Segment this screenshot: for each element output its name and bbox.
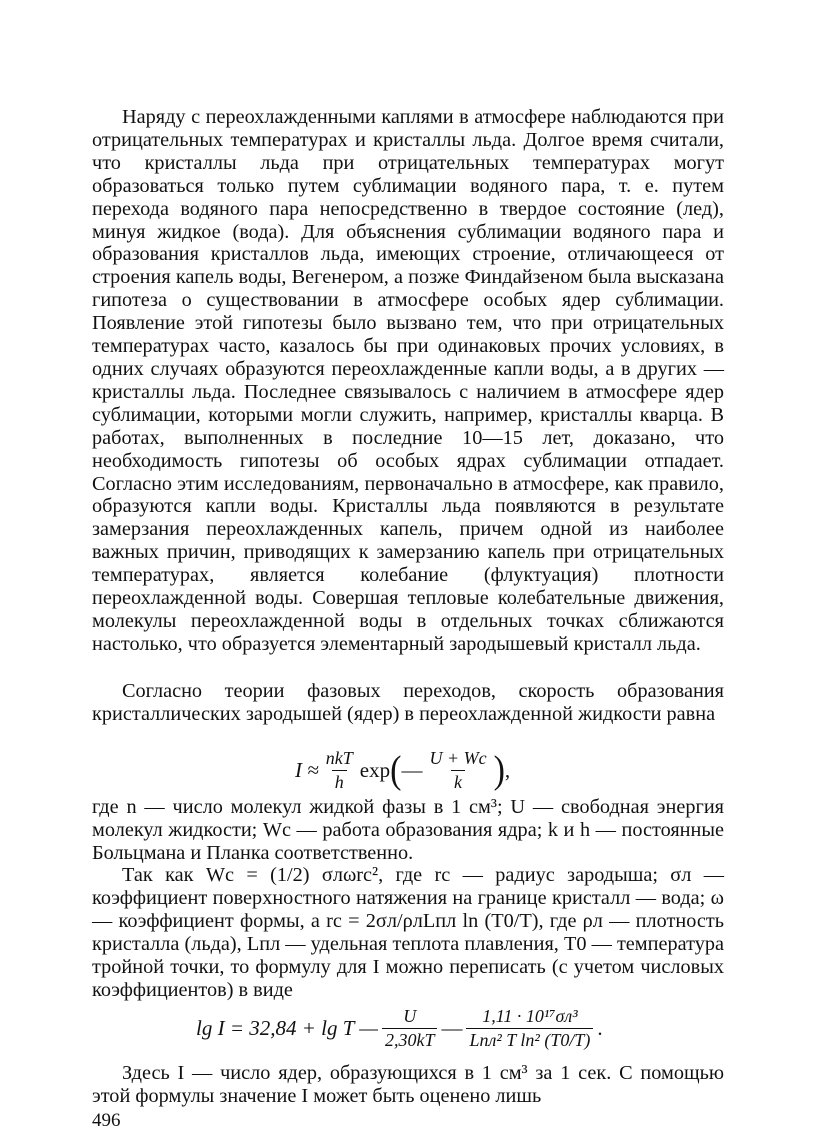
paragraph-variable-definitions: где n — число молекул жидкой фазы в 1 см³; U — свободная энергия молекул жидкости; Wc — работа образования ядра; k и h — постоянные Больцмана и Планка соответственно. bbox=[92, 796, 724, 864]
formula2-frac2 bbox=[466, 1006, 593, 1051]
formula1-rparen: ) bbox=[493, 748, 505, 792]
page-number: 496 bbox=[92, 1110, 121, 1131]
paragraph-ice-crystals: Наряду с переохлажденными каплями в атмосфере наблюдаются при отрицательных температурах и кристаллы льда. Долгое время считали, что кристаллы льда при отрицательных температурах могут образоваться только путем сублимации водяного пара, т. е. путем перехода водяного пара непосредственно в твердое состояние (лед), минуя жидкое (вода). Для объяснения сублимации водяного пара и образования кристаллов льда, имеющих строение, отличающееся от строения капель воды, Вегенером, а позже Финдайзеном была высказана гипотеза о существовании в атмосфере особых ядер сублимации. Появление этой гипотезы было вызвано тем, что при отрицательных температурах часто, казалось бы при одинаковых прочих условиях, в одних случаях образуются переохлажденные капли воды, а в других — кристаллы льда. Последнее связывалось с наличием в атмосфере ядер сублимации, которыми могли служить, например, кристаллы кварца. В работах, выполненных в последние 10—15 лет, доказано, что необходимость гипотезы об особых ядрах сублимации отпадает. Согласно этим исследованиям, первоначально в атмосфере, как правило, образуются капли воды. Кристаллы льда появляются в результате замерзания переохлажденных капель, причем одной из наиболее важных причин, приводящих к замерзанию капель при отрицательных температурах, является колебание (флуктуация) плотности переохлажденной воды. Совершая тепловые колебательные движения, молекулы переохлажденной воды в отдельных точках сближаются настолько, что образуется элементарный зародышевый кристалл льда. bbox=[92, 106, 724, 655]
formula2-lhs: lg I = 32,84 + lg T — bbox=[196, 1016, 378, 1040]
formula1-inner-frac bbox=[426, 748, 489, 793]
formula2-minus: — bbox=[441, 1016, 463, 1040]
formula1-frac-den: h bbox=[332, 770, 347, 793]
paragraph-work-formula: Так как Wc = (1/2) σлωrc², где rc — радиус зародыша; σл — коэффициент поверхностного натяжения на границе кристалл — вода; ω — коэффициент формы, а rc = 2σл/ρлLпл ln (T0/T), где ρл — плотность кристалла (льда), Lпл — удельная теплота плавления, T0 — температура тройной точки, то формулу для I можно переписать (с учетом числовых коэффициентов) в виде bbox=[92, 864, 724, 1001]
paragraph-conclusion: Здесь I — число ядер, образующихся в 1 см³ за 1 сек. С помощью этой формулы значение I может быть оценено лишь bbox=[92, 1062, 724, 1107]
paragraph-phase-theory: Согласно теории фазовых переходов, скорость образования кристаллических зародышей (ядер) в переохлажденной жидкости равна bbox=[92, 680, 724, 725]
formula1-exp: exp bbox=[359, 758, 391, 782]
formula1-lhs: I ≈ bbox=[295, 758, 319, 782]
formula2-frac2-num: 1,11 · 10¹⁷σл³ bbox=[482, 1006, 578, 1026]
formula-log-rate bbox=[196, 1006, 603, 1051]
formula2-frac1-den: 2,30kT bbox=[382, 1028, 438, 1051]
formula1-lparen: ( bbox=[390, 748, 402, 792]
formula2-trail: . bbox=[597, 1016, 603, 1040]
formula1-frac-num: nkT bbox=[325, 748, 353, 768]
formula2-frac1 bbox=[382, 1006, 438, 1051]
formula-nucleation-rate bbox=[295, 748, 510, 793]
formula1-frac bbox=[323, 748, 356, 793]
formula2-frac1-num: U bbox=[403, 1006, 417, 1026]
formula1-minus: — bbox=[401, 758, 423, 782]
formula1-inner-num: U + Wc bbox=[429, 748, 487, 768]
formula1-trail: , bbox=[504, 758, 511, 782]
formula1-inner-den: k bbox=[451, 770, 465, 793]
formula2-frac2-den: Lпл² T ln² (T0/T) bbox=[466, 1028, 593, 1051]
